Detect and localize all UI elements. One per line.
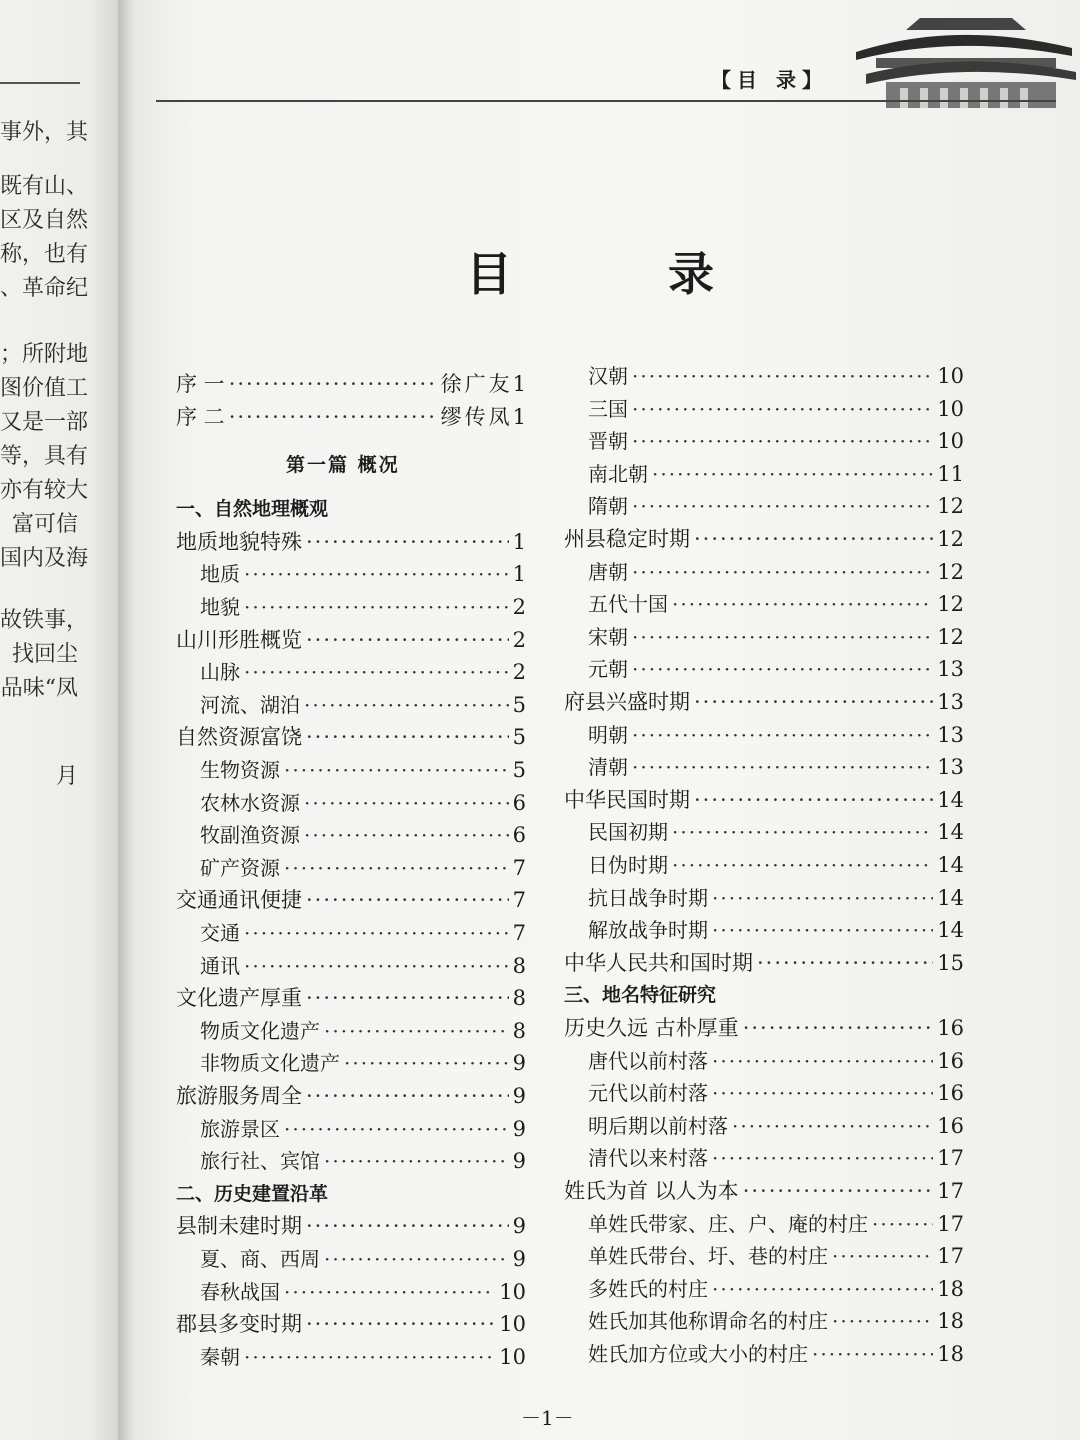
toc-entry-label: 文化遗产厚重 [176, 986, 302, 1011]
toc-leader-dots [712, 884, 933, 912]
toc-leader-dots [712, 1047, 933, 1075]
toc-entry-page: 9 [512, 1051, 526, 1076]
toc-entry-page: 17 [937, 1211, 964, 1236]
toc-leader-dots [712, 1079, 933, 1107]
toc-section-heading [176, 1180, 526, 1208]
toc-entry [588, 1307, 964, 1335]
facing-page-line: 称，也有 [0, 242, 89, 267]
toc-entry-label: 旅游景区 [200, 1116, 280, 1141]
toc-leader-dots [244, 593, 509, 621]
toc-entry-page: 8 [512, 986, 526, 1011]
toc-leader-dots [304, 691, 509, 719]
toc-entry [176, 1212, 526, 1240]
toc-entry-label: 晋朝 [588, 429, 628, 454]
header-rule [156, 100, 1056, 102]
toc-entry-label: 旅游服务周全 [176, 1084, 302, 1108]
toc-entry-page: 18 [937, 1342, 964, 1366]
toc-entry-page: 17 [937, 1179, 964, 1203]
toc-entry-page: 2 [512, 660, 526, 685]
toc-entry [200, 1245, 526, 1273]
toc-entry [564, 786, 964, 814]
toc-entry [588, 1275, 964, 1303]
toc-entry [588, 818, 964, 846]
toc-entry-page: 13 [937, 755, 964, 780]
toc-leader-dots [652, 460, 933, 488]
toc-leader-dots [306, 626, 509, 654]
toc-entry-label: 地质地貌特殊 [176, 529, 302, 554]
toc-leader-dots [632, 655, 933, 683]
toc-leader-dots [832, 1307, 933, 1335]
toc-entry [564, 688, 964, 716]
toc-entry-page: 18 [937, 1309, 964, 1334]
toc-entry-label: 自然资源富饶 [176, 725, 302, 750]
toc-entry-label: 山川形胜概览 [176, 627, 302, 652]
running-header: 【目 录】 [711, 68, 828, 92]
toc-leader-dots [244, 952, 509, 980]
toc-entry [588, 721, 964, 749]
toc-entry-label: 姓氏为首 以人为本 [564, 1179, 739, 1203]
toc-leader-dots [694, 525, 933, 553]
toc-entry-page: 10 [937, 429, 964, 454]
toc-entry-label: 春秋战国 [200, 1279, 280, 1304]
toc-entry-page: 7 [512, 888, 526, 913]
toc-leader-dots [694, 688, 933, 716]
toc-entry-page: 8 [512, 953, 526, 978]
toc-leader-dots [284, 854, 509, 882]
facing-page-line: 又是一部 [0, 410, 89, 435]
facing-page-line: 国内及海 [0, 546, 89, 571]
toc-entry-label: 交通通讯便捷 [176, 888, 302, 913]
toc-leader-dots [324, 1147, 509, 1175]
facing-page-line: 故铁事， [0, 608, 89, 633]
toc-leader-dots [244, 658, 509, 686]
toc-leader-dots [284, 1278, 495, 1306]
toc-entry [200, 1147, 526, 1175]
toc-entry-page: 10 [499, 1344, 526, 1369]
toc-entry [564, 1177, 964, 1205]
facing-page-line: 亦有较大 [0, 478, 89, 503]
toc-entry-page: 6 [512, 823, 526, 848]
toc-entry [588, 916, 964, 944]
toc-entry-label: 单姓氏带台、圩、巷的村庄 [588, 1244, 828, 1269]
toc-entry [200, 560, 526, 588]
toc-entry-label: 通讯 [200, 953, 240, 978]
toc-entry-label: 河流、湖泊 [200, 692, 300, 717]
toc-entry-label: 物质文化遗产 [200, 1018, 320, 1043]
toc-entry-label: 非物质文化遗产 [200, 1051, 340, 1076]
toc-entry-page: 5 [512, 758, 526, 782]
toc-entry-page: 1 [512, 372, 526, 396]
toc-entry-page: 12 [937, 559, 964, 584]
toc-leader-dots [872, 1210, 933, 1238]
toc-leader-dots [284, 756, 509, 784]
toc-entry-label: 郡县多变时期 [176, 1312, 302, 1337]
facing-page-line: 品味“凤 [0, 676, 78, 701]
toc-entry [200, 593, 526, 621]
pavilion-illustration [836, 0, 1080, 108]
toc-entry [176, 1310, 526, 1338]
toc-entry [588, 753, 964, 781]
toc-leader-dots [306, 1212, 509, 1240]
toc-entry-page: 6 [512, 790, 526, 815]
toc-leader-dots [229, 370, 437, 398]
toc-leader-dots [832, 1242, 933, 1270]
toc-entry [564, 525, 964, 553]
toc-leader-dots [304, 789, 509, 817]
toc-entry-page: 18 [937, 1276, 964, 1301]
toc-entry-label: 民国初期 [588, 820, 668, 845]
part-heading: 第一篇 概况 [286, 454, 400, 476]
toc-leader-dots [306, 528, 509, 556]
toc-leader-dots [712, 1275, 933, 1303]
toc-entry [200, 1278, 526, 1306]
toc-entry [588, 1340, 964, 1368]
toc-leader-dots [712, 1144, 933, 1172]
toc-entry-page: 2 [512, 595, 526, 619]
toc-entry-page: 13 [937, 722, 964, 747]
toc-leader-dots [244, 560, 509, 588]
facing-page-line: 事外，其 [0, 120, 89, 145]
toc-leader-dots [324, 1245, 509, 1273]
toc-entry-page: 17 [937, 1146, 964, 1171]
toc-entry-label: 清代以来村落 [588, 1146, 708, 1171]
toc-entry-page: 1 [512, 562, 526, 587]
toc-entry [564, 949, 964, 977]
toc-entry [200, 691, 526, 719]
toc-entry [176, 528, 526, 556]
toc-entry [588, 1047, 964, 1075]
toc-entry-label: 历史久远 古朴厚重 [564, 1016, 739, 1040]
toc-entry-label: 元朝 [588, 657, 628, 682]
toc-entry-label: 清朝 [588, 755, 628, 780]
toc-entry-label: 序 一 [176, 372, 225, 396]
toc-entry-label: 农林水资源 [200, 790, 300, 815]
toc-entry-label: 秦朝 [200, 1344, 240, 1369]
toc-entry-label: 县制未建时期 [176, 1214, 302, 1239]
toc-leader-dots [812, 1340, 933, 1368]
toc-entry-label: 三、地名特征研究 [564, 984, 717, 1007]
toc-entry-label: 南北朝 [588, 461, 648, 486]
toc-leader-dots [632, 721, 933, 749]
toc-entry-page: 14 [937, 820, 964, 845]
toc-leader-dots [672, 590, 933, 618]
toc-entry-label: 单姓氏带家、庄、户、庵的村庄 [588, 1211, 868, 1236]
toc-entry [588, 362, 964, 390]
toc-entry-label: 明朝 [588, 722, 628, 747]
toc-entry-page: 10 [937, 364, 964, 388]
toc-entry [588, 655, 964, 683]
toc-entry [588, 623, 964, 651]
toc-entry-page: 1 [512, 404, 526, 429]
toc-entry [588, 395, 964, 423]
toc-entry-label: 解放战争时期 [588, 918, 708, 943]
toc-entry [200, 1049, 526, 1077]
toc-entry-page: 16 [937, 1113, 964, 1138]
toc-entry-page: 7 [512, 855, 526, 880]
toc-entry-label: 牧副渔资源 [200, 823, 300, 848]
toc-page [136, 0, 1080, 1440]
toc-entry-label: 矿产资源 [200, 855, 280, 880]
toc-entry [200, 821, 526, 849]
toc-leader-dots [324, 1017, 509, 1045]
toc-leader-dots [672, 851, 933, 879]
toc-entry-label: 三国 [588, 396, 628, 421]
toc-entry [200, 952, 526, 980]
facing-page [0, 0, 128, 1440]
toc-entry-label: 明后期以前村落 [588, 1113, 728, 1138]
toc-entry-label: 姓氏加方位或大小的村庄 [588, 1342, 808, 1366]
toc-entry [588, 1112, 964, 1140]
facing-page-line: ；所附地 [0, 342, 89, 367]
toc-entry [200, 1343, 526, 1371]
toc-leader-dots [632, 558, 933, 586]
toc-entry-label: 山脉 [200, 660, 240, 685]
toc-entry-label: 多姓氏的村庄 [588, 1276, 708, 1301]
toc-leader-dots [284, 1115, 509, 1143]
toc-entry-label: 中华民国时期 [564, 787, 690, 812]
facing-page-line: 等，具有 [0, 444, 89, 469]
toc-entry-label: 五代十国 [588, 592, 668, 617]
facing-page-line: 月 [55, 764, 78, 789]
toc-entry [588, 558, 964, 586]
toc-entry [564, 1014, 964, 1042]
toc-leader-dots [229, 403, 437, 431]
toc-entry [588, 1079, 964, 1107]
toc-entry-page: 11 [937, 461, 964, 486]
toc-entry-label: 中华人民共和国时期 [564, 950, 753, 975]
toc-entry [200, 854, 526, 882]
toc-entry-label: 交通 [200, 921, 240, 945]
toc-entry [176, 370, 526, 398]
toc-entry-label: 隋朝 [588, 494, 628, 519]
toc-leader-dots [732, 1112, 933, 1140]
toc-entry [588, 492, 964, 520]
toc-entry-label: 州县稳定时期 [564, 527, 690, 551]
toc-entry-label: 汉朝 [588, 364, 628, 388]
toc-entry-label: 夏、商、西周 [200, 1247, 320, 1271]
toc-entry [200, 1115, 526, 1143]
toc-entry-page: 16 [937, 1081, 964, 1106]
toc-entry-page: 16 [937, 1016, 964, 1040]
toc-entry [588, 851, 964, 879]
toc-entry [176, 723, 526, 751]
toc-leader-dots [743, 1014, 934, 1042]
toc-entry [176, 984, 526, 1012]
toc-entry-label: 序 二 [176, 404, 225, 429]
toc-entry-page: 17 [937, 1244, 964, 1269]
toc-entry-label: 旅行社、宾馆 [200, 1149, 320, 1174]
toc-entry-label: 一、自然地理概观 [176, 498, 329, 521]
toc-entry-page: 5 [512, 725, 526, 750]
toc-entry [588, 1144, 964, 1172]
toc-entry-page: 8 [512, 1018, 526, 1043]
toc-entry-author: 徐广友 [440, 372, 513, 396]
facing-page-line: 图价值工 [0, 376, 89, 401]
toc-entry-label: 姓氏加其他称谓命名的村庄 [588, 1309, 828, 1334]
toc-entry-page: 7 [512, 921, 526, 945]
facing-page-rule [0, 82, 80, 84]
toc-entry-page: 10 [499, 1279, 526, 1304]
toc-leader-dots [672, 818, 933, 846]
toc-entry-page: 12 [937, 624, 964, 649]
toc-entry-label: 地貌 [200, 595, 240, 619]
toc-entry-label: 日伪时期 [588, 853, 668, 877]
facing-page-line: 区及自然 [0, 208, 89, 233]
toc-entry [588, 1210, 964, 1238]
toc-entry-label: 府县兴盛时期 [564, 690, 690, 714]
toc-section-heading [564, 981, 964, 1009]
toc-leader-dots [694, 786, 933, 814]
toc-leader-dots [306, 886, 509, 914]
toc-entry-page: 13 [937, 690, 964, 714]
toc-entry-page: 14 [937, 787, 964, 812]
toc-leader-dots [344, 1049, 509, 1077]
toc-entry-page: 9 [512, 1116, 526, 1141]
toc-entry-label: 元代以前村落 [588, 1081, 708, 1106]
toc-entry [200, 789, 526, 817]
toc-entry [200, 658, 526, 686]
toc-entry-page: 14 [937, 885, 964, 910]
toc-entry-label: 地质 [200, 562, 240, 587]
toc-entry-page: 12 [937, 527, 964, 551]
toc-leader-dots [304, 821, 509, 849]
toc-entry-page: 10 [937, 396, 964, 421]
toc-entry-label: 生物资源 [200, 758, 280, 782]
toc-entry [588, 884, 964, 912]
facing-page-line: 找回尘 [11, 642, 78, 667]
toc-entry-label: 抗日战争时期 [588, 885, 708, 910]
toc-entry [176, 626, 526, 654]
toc-leader-dots [632, 753, 933, 781]
toc-entry [588, 590, 964, 618]
toc-entry [176, 403, 526, 431]
toc-entry-page: 12 [937, 592, 964, 617]
toc-entry-author: 缪传凤 [440, 404, 513, 429]
toc-entry-page: 9 [512, 1149, 526, 1174]
toc-entry-page: 9 [512, 1247, 526, 1271]
toc-leader-dots [712, 916, 933, 944]
toc-entry-page: 14 [937, 853, 964, 877]
toc-entry-page: 14 [937, 918, 964, 943]
toc-entry-page: 10 [499, 1312, 526, 1337]
toc-entry [588, 1242, 964, 1270]
toc-leader-dots [306, 984, 509, 1012]
toc-entry-page: 9 [512, 1214, 526, 1239]
toc-leader-dots [306, 1082, 509, 1110]
toc-section-heading [176, 495, 526, 523]
toc-leader-dots [244, 1343, 495, 1371]
toc-entry [176, 886, 526, 914]
toc-entry-page: 13 [937, 657, 964, 682]
toc-entry-label: 唐代以前村落 [588, 1048, 708, 1073]
facing-page-line: 富可信 [11, 512, 78, 537]
toc-entry [176, 1082, 526, 1110]
toc-entry [588, 427, 964, 455]
toc-leader-dots [306, 1310, 495, 1338]
toc-leader-dots [757, 949, 933, 977]
toc-leader-dots [743, 1177, 934, 1205]
toc-entry-label: 宋朝 [588, 624, 628, 649]
page-title: 目 录 [466, 247, 785, 301]
toc-entry-page: 9 [512, 1084, 526, 1108]
toc-leader-dots [632, 362, 933, 390]
toc-entry [200, 756, 526, 784]
toc-entry-page: 16 [937, 1048, 964, 1073]
toc-entry-page: 12 [937, 494, 964, 519]
toc-entry [588, 460, 964, 488]
facing-page-line: 、革命纪 [0, 276, 89, 301]
page-number: －1－ [521, 1406, 574, 1430]
toc-entry-page: 5 [512, 692, 526, 717]
toc-entry-label: 唐朝 [588, 559, 628, 584]
toc-leader-dots [306, 723, 509, 751]
toc-entry-page: 15 [937, 950, 964, 975]
toc-entry-page: 2 [512, 627, 526, 652]
toc-leader-dots [632, 623, 933, 651]
toc-entry [200, 919, 526, 947]
toc-leader-dots [632, 427, 933, 455]
toc-leader-dots [632, 492, 933, 520]
toc-entry [200, 1017, 526, 1045]
toc-entry-label: 二、历史建置沿革 [176, 1182, 329, 1205]
facing-page-line: 既有山、 [0, 174, 89, 199]
toc-leader-dots [632, 395, 933, 423]
toc-entry-page: 1 [512, 529, 526, 554]
toc-leader-dots [244, 919, 509, 947]
